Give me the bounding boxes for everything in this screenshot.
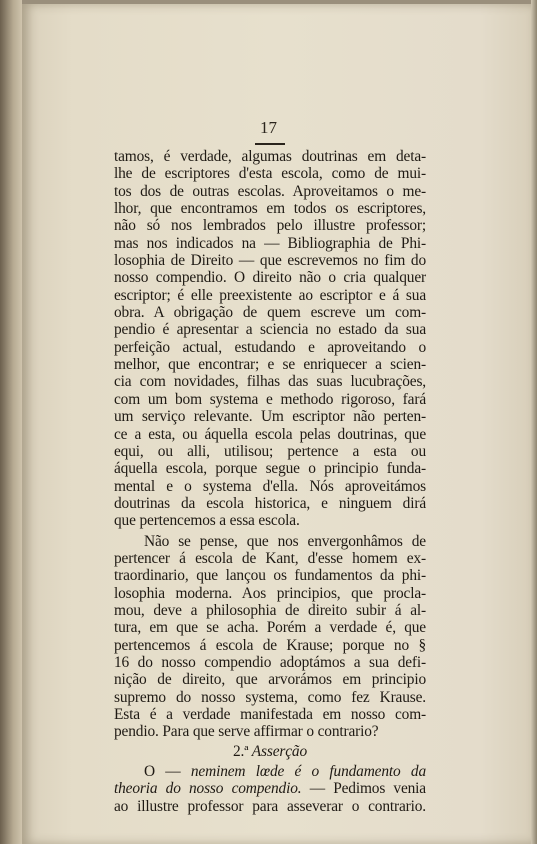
- text-line: que pertencemos a essa escola.: [114, 512, 300, 530]
- header-rule: [255, 143, 285, 145]
- text-line: nição de direito, que arvorámos em principio: [114, 671, 426, 689]
- text-line: pertencer á escola de Kant, d'esse homem ex-: [114, 549, 426, 567]
- paragraph-2: [114, 533, 426, 741]
- text-line: lhor, que encontramos em todos os escriptores,: [114, 200, 426, 218]
- text-line: pendio. Para que serve affirmar o contrario?: [114, 723, 379, 741]
- text-fragment: — Pedimos venia: [301, 780, 426, 798]
- text-line: não só nos lembrados pelo illustre professor;: [114, 217, 426, 235]
- heading-number: 2.ª: [233, 742, 249, 760]
- text-line: [114, 780, 426, 797]
- paragraph-3: [114, 763, 426, 815]
- text-line: obra. A obrigação de quem escreve um com-: [114, 304, 426, 322]
- text-line: nosso compendio. O direito não o cria qualquer: [114, 269, 426, 287]
- text-fragment-italic: theoria do nosso compendio.: [114, 780, 302, 798]
- text-line: escriptor; é elle preexistente ao escriptor e á sua: [114, 286, 426, 304]
- text-line: tamos, é verdade, algumas doutrinas em deta-: [114, 148, 426, 165]
- text-line: Não se pense, que nos envergonhâmos de: [144, 532, 426, 550]
- page-body: [114, 148, 426, 815]
- text-line: supremo do nosso systema, como fez Krause.: [114, 688, 426, 706]
- text-line: tos dos de outras escolas. Aproveitamos o me-: [114, 182, 426, 200]
- text-line: lhe de escriptores d'esta escola, como de mui-: [114, 165, 426, 183]
- text-line: melhor, que encontrar; e se enriquecer a scien-: [114, 356, 426, 374]
- text-line: Esta é a verdade manifestada em nosso com-: [114, 706, 426, 723]
- text-line: [114, 763, 426, 780]
- text-line: mental e o systema d'ella. Nós aproveitámos: [114, 477, 426, 495]
- text-line: ao illustre professor para asseverar o contrario.: [114, 797, 426, 815]
- text-fragment: O —: [144, 763, 191, 781]
- text-line: áquella escola, porque segue o principio funda-: [114, 460, 426, 478]
- text-line: pertencemos á escola de Krause; porque no §: [114, 636, 426, 654]
- page-number: 17: [260, 118, 277, 137]
- text-line: cia com novidades, filhas das suas lucubrações,: [114, 373, 426, 391]
- text-line: 16 do nosso compendio adoptámos a sua defi-: [114, 653, 426, 671]
- section-heading: [114, 743, 426, 760]
- text-line: mou, deve a philosophia de direito subir á al-: [114, 601, 426, 619]
- text-line: mas nos indicados na — Bibliographia de Phi-: [114, 234, 426, 252]
- text-line: ce a esta, ou áquella escola pelas doutrinas, que: [114, 425, 426, 443]
- text-line: losophia moderna. Aos principios, que procla-: [114, 584, 426, 602]
- text-line: tura, em que se acha. Porém a verdade é, que: [114, 619, 426, 637]
- text-line: losophia de Direito — que escrevemos no fim do: [114, 252, 426, 270]
- text-line: traordinario, que lançou os fundamentos da phi-: [114, 567, 426, 585]
- heading-text: Asserção: [251, 742, 307, 760]
- text-line: pendio é apresentar a sciencia no estado da sua: [114, 321, 426, 339]
- text-line: perfeição actual, estudando e aproveitando o: [114, 338, 426, 356]
- text-line: um serviço relevante. Um escriptor não perten-: [114, 408, 426, 426]
- text-line: com um bom systema e methodo rigoroso, fará: [114, 390, 426, 408]
- text-fragment-italic: neminem lœde é o fundamento da: [190, 763, 426, 781]
- text-line: doutrinas da escola historica, e ninguem dirá: [114, 494, 426, 512]
- paragraph-1: [114, 148, 426, 530]
- text-line: equi, ou alli, utilisou; pertence a esta ou: [114, 442, 426, 460]
